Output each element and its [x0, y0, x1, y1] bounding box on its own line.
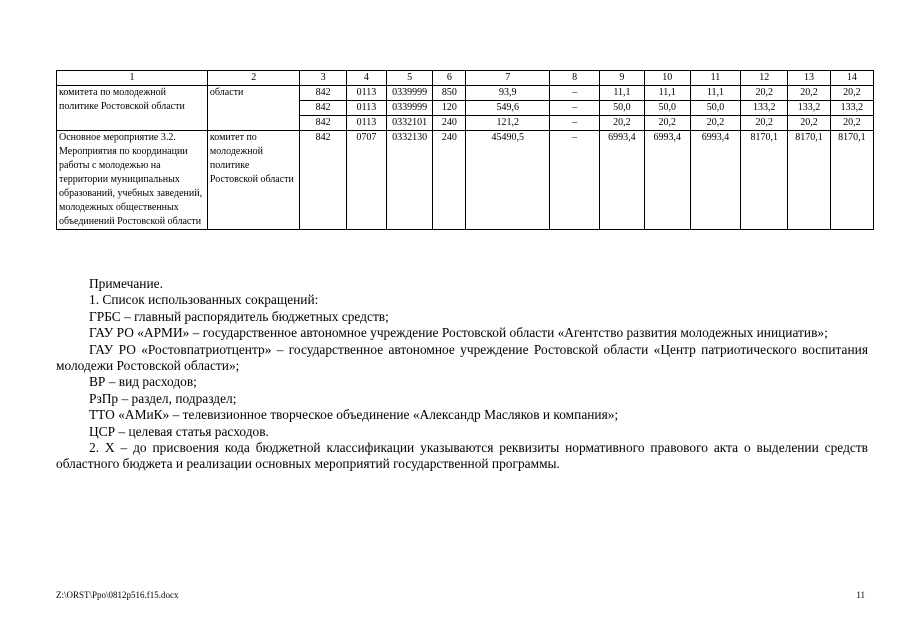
- value-cell: 20,2: [690, 116, 740, 131]
- grbs-cell: 842: [300, 131, 346, 230]
- column-header: 6: [433, 71, 466, 86]
- value-cell: 121,2: [466, 116, 550, 131]
- csr-cell: 0332101: [387, 116, 433, 131]
- column-header: 7: [466, 71, 550, 86]
- column-header: 10: [644, 71, 690, 86]
- note-paragraph: ГАУ РО «АРМИ» – государственное автономное учреждение Ростовской области «Агентство развития молодежных инициатив»;: [89, 325, 828, 341]
- column-header: 4: [346, 71, 386, 86]
- notes-section: [56, 276, 868, 473]
- vr-cell: 240: [433, 131, 466, 230]
- value-cell: 20,2: [741, 86, 788, 101]
- value-cell: 6993,4: [644, 131, 690, 230]
- column-header: 14: [830, 71, 873, 86]
- value-cell: 93,9: [466, 86, 550, 101]
- value-cell: 133,2: [830, 101, 873, 116]
- note-paragraph: ГАУ РО «Ростовпатриотцентр» – государственное автономное учреждение Ростовской области «Центр патриотического воспитания молодежи Ростовской области»;: [56, 341, 868, 374]
- column-header: 13: [788, 71, 830, 86]
- column-header: 8: [549, 71, 599, 86]
- value-cell: 20,2: [644, 116, 690, 131]
- program-name-cell: Основное мероприятие 3.2. Мероприятия по координации работы с молодежью на территории муниципальных образований, учебных заведений, молодежных общественных объединений Ростовской области: [57, 131, 208, 230]
- note-paragraph: 2. Х – до присвоения кода бюджетной классификации указываются реквизиты нормативного правового акта о выделении средств областного бюджета и реализации основных мероприятий государственной программы.: [56, 440, 868, 472]
- note-paragraph: РзПр – раздел, подраздел;: [89, 390, 237, 406]
- value-cell: –: [549, 116, 599, 131]
- table-row: [57, 86, 874, 101]
- value-cell: 50,0: [690, 101, 740, 116]
- grbs-cell: 842: [300, 86, 346, 101]
- value-cell: 20,2: [830, 116, 873, 131]
- note-paragraph: ЦСР – целевая статья расходов.: [89, 423, 269, 439]
- column-header: 3: [300, 71, 346, 86]
- vr-cell: 850: [433, 86, 466, 101]
- value-cell: –: [549, 101, 599, 116]
- value-cell: 45490,5: [466, 131, 550, 230]
- column-header: 12: [741, 71, 788, 86]
- value-cell: 50,0: [600, 101, 644, 116]
- value-cell: 8170,1: [830, 131, 873, 230]
- value-cell: 133,2: [741, 101, 788, 116]
- page-number: 11: [856, 590, 865, 600]
- value-cell: 20,2: [788, 116, 830, 131]
- table-row: [57, 131, 874, 230]
- note-paragraph: 1. Список использованных сокращений:: [89, 292, 319, 308]
- value-cell: 20,2: [600, 116, 644, 131]
- value-cell: 11,1: [600, 86, 644, 101]
- value-cell: 549,6: [466, 101, 550, 116]
- rzpr-cell: 0113: [346, 116, 386, 131]
- budget-table: [56, 70, 874, 230]
- value-cell: 8170,1: [788, 131, 830, 230]
- csr-cell: 0339999: [387, 86, 433, 101]
- value-cell: 20,2: [788, 86, 830, 101]
- executor-cell: области: [207, 86, 300, 131]
- value-cell: 20,2: [741, 116, 788, 131]
- notes-heading: Примечание.: [89, 276, 163, 291]
- value-cell: –: [549, 86, 599, 101]
- column-header: 11: [690, 71, 740, 86]
- csr-cell: 0332130: [387, 131, 433, 230]
- executor-cell: комитет по молодежной политике Ростовской области: [207, 131, 300, 230]
- value-cell: 8170,1: [741, 131, 788, 230]
- vr-cell: 120: [433, 101, 466, 116]
- grbs-cell: 842: [300, 116, 346, 131]
- program-name-cell: комитета по молодежной политике Ростовской области: [57, 86, 208, 131]
- csr-cell: 0339999: [387, 101, 433, 116]
- note-paragraph: ГРБС – главный распорядитель бюджетных средств;: [89, 308, 389, 324]
- value-cell: 6993,4: [600, 131, 644, 230]
- rzpr-cell: 0113: [346, 101, 386, 116]
- vr-cell: 240: [433, 116, 466, 131]
- value-cell: 6993,4: [690, 131, 740, 230]
- column-header: 5: [387, 71, 433, 86]
- value-cell: 20,2: [830, 86, 873, 101]
- value-cell: –: [549, 131, 599, 230]
- note-paragraph: ТТО «АМиК» – телевизионное творческое объединение «Александр Масляков и компания»;: [89, 407, 619, 423]
- value-cell: 50,0: [644, 101, 690, 116]
- rzpr-cell: 0113: [346, 86, 386, 101]
- column-header: 9: [600, 71, 644, 86]
- value-cell: 133,2: [788, 101, 830, 116]
- note-paragraph: ВР – вид расходов;: [89, 374, 197, 390]
- grbs-cell: 842: [300, 101, 346, 116]
- column-header: 1: [57, 71, 208, 86]
- table-header-row: [57, 71, 874, 86]
- value-cell: 11,1: [690, 86, 740, 101]
- value-cell: 11,1: [644, 86, 690, 101]
- file-path: Z:\ORST\Ppo\0812p516.f15.docx: [56, 590, 179, 600]
- rzpr-cell: 0707: [346, 131, 386, 230]
- column-header: 2: [207, 71, 300, 86]
